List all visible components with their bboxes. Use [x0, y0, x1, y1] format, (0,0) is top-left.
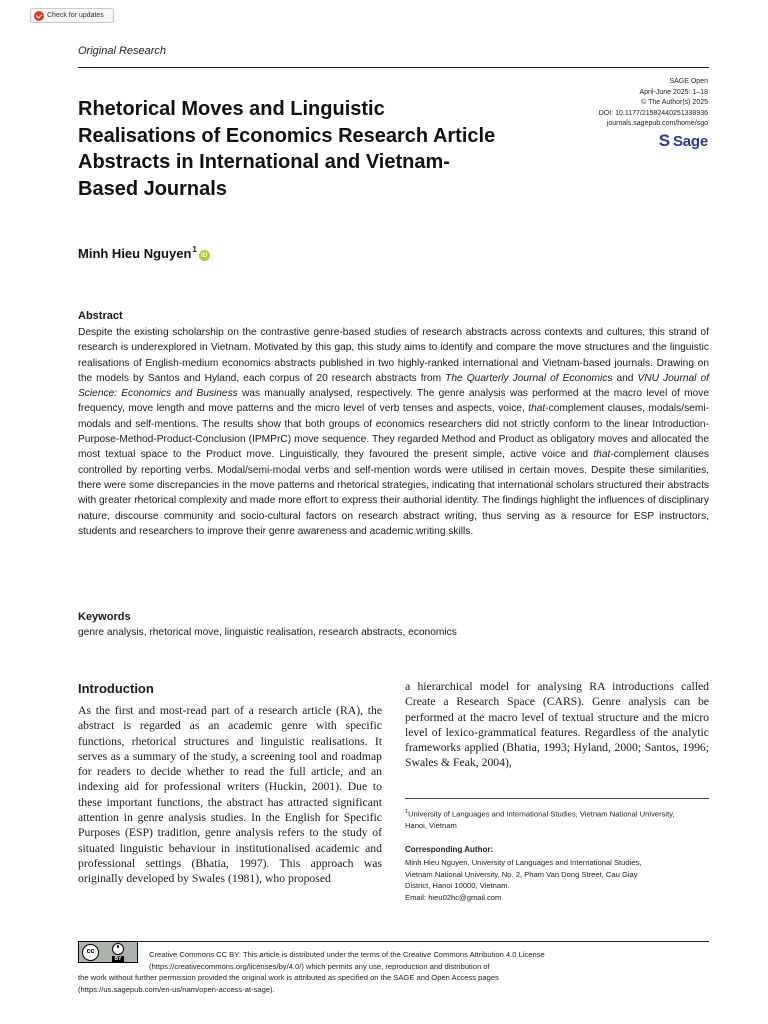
corresponding-author-details: Minh Hieu Nguyen, University of Languages and International Studies, Vietnam National University, No. 2, Pham Van Dong Street, Cau Giay District, Hanoi 10000, Vietnam. Email: hieu02hc@gmail.com: [405, 857, 705, 903]
journal-meta: [599, 77, 708, 130]
journal-name-italic: VNU Journal of Science: Economics and Business: [78, 372, 709, 400]
open-access-url[interactable]: (https://us.sagepub.com/en-us/nam/open-access-at-sage).: [78, 984, 275, 994]
by-label: BY: [112, 956, 125, 962]
person-icon: [112, 943, 124, 955]
keywords-text: genre analysis, rhetorical move, linguistic realisation, research abstracts, economics: [78, 627, 457, 638]
author-affiliation-marker: 1: [192, 245, 197, 254]
introduction-heading: Introduction: [78, 681, 154, 696]
journal-url[interactable]: journals.sagepub.com/home/sgo: [606, 120, 708, 127]
sage-logo-text: Sage: [672, 133, 708, 150]
abstract-text: Despite the existing scholarship on the contrastive genre-based studies of research abstracts across contexts and cultures, this strand of research is underexplored in Vietnam. Motivated by this gap, this study aims to identify and compare the move structures and the linguistic realisations of English-medium economics abstracts published in two highly-ranked international and Vietnam-based journals. Drawing on the models by Santos and Hyland, each corpus of 20 research abstracts from The Quarterly Journal of Economics and VNU Journal of Science: Economics and Business was manually analysed, respectively. The genre analysis was performed at the macro level of move frequency, move length and move patterns and the micro level of verb tenses and aspects, voice, that-complement clauses, modals/semi-modals and self-mentions. The results show that both groups of economics researchers did not strictly conform to the linear Introduction-Purpose-Method-Product-Conclusion (IPMPrC) move sequence. They regarded Method and Product as obligatory moves and allocated the most textual space to the Product move. Linguistically, they favoured the present simple, active voice and that-complement clauses controlled by reporting verbs. Modal/semi-modal verbs and self-mention words were utilised in certain moves. Despite these similarities, there were some discrepancies in the move patterns and rhetorical strategies, indicating that international scholars structured their abstracts with greater rhetorical complexity and made more effort to express their authorial identity. The findings highlight the influences of disciplinary nature, discourse community and socio-cultural factors on research abstract writing, thus serving as a resource for ESP instructors, students and researchers to improve their genre awareness and academic writing skills.: [78, 327, 710, 537]
journal-issue: April-June 2025: 1–18: [639, 88, 708, 96]
check-for-updates-badge[interactable]: [30, 8, 114, 23]
copyright: © The Author(s) 2025: [641, 99, 708, 106]
author-line: [78, 246, 210, 261]
introduction-right-column: a hierarchical model for analysing RA introductions called Create a Research Space (CARS). Genre analysis can be performed at the macro level of textual structure and the micro level of lexico-grammatical features. Regardless of the analytic frameworks applied (Bhatia, 1993; Hyland, 2000; Santos, 1996; Swales & Feak, 2004),: [405, 680, 709, 770]
article-type: Original Research: [78, 45, 167, 57]
check-updates-icon: [34, 11, 44, 21]
license-url[interactable]: (https://creativecommons.org/licenses/by/4.0/) which permits any use, reproduction and distribution of: [149, 961, 490, 971]
keywords-heading: Keywords: [78, 611, 131, 623]
check-updates-label: Check for updates: [47, 12, 104, 19]
doi[interactable]: DOI: 10.1177/21582440251338936: [598, 109, 708, 117]
creative-commons-icon: cc: [82, 944, 99, 961]
corresponding-email[interactable]: Email: hieu02hc@gmail.com: [405, 892, 502, 902]
attribution-icon: [103, 942, 133, 962]
journal-name-italic: The Quarterly Journal of Economics: [445, 372, 613, 384]
license-text-line1: Creative Commons CC BY: This article is distributed under the terms of the Creative Commons Attribution 4.0 License (https://creativecommons.org/licenses/by/4.0/) which permits any use, reproduction and distribution of: [149, 949, 709, 972]
footnote-divider: [405, 798, 709, 799]
sage-logo: [659, 131, 708, 151]
sage-s-icon: S: [658, 131, 670, 150]
cc-by-license-badge[interactable]: [78, 941, 138, 963]
journal-name: SAGE Open: [669, 78, 708, 85]
author-name: Minh Hieu Nguyen: [78, 246, 192, 261]
article-title: Rhetorical Moves and Linguistic Realisations of Economics Research Article Abstracts in International and Vietnam-Based Journals: [78, 98, 496, 200]
orcid-icon[interactable]: iD: [199, 250, 210, 261]
introduction-left-column: As the first and most-read part of a research article (RA), the abstract is regarded as an academic genre with specific functions, rhetorical structures and linguistic realisations. It serves as a summary of the study, a screening tool and roadmap for readers to decide whether to read the full article, and an indexing aid for professional writers (Huckin, 2001). Due to these important functions, the abstract has attracted significant attention in genre analysis studies. In the English for Specific Purposes (ESP) tradition, genre analysis refers to the study of situated linguistic behaviour in institutionalised academic and professional settings (Bhatia, 1997). This approach was originally developed by Swales (1981), who proposed: [78, 704, 382, 886]
license-text-rest: the work without further permission provided the original work is attributed as specified on the SAGE and Open Access pages (https://us.sagepub.com/en-us/nam/open-access-at-sage).: [78, 972, 709, 995]
abstract-heading: Abstract: [78, 310, 123, 322]
corresponding-author-heading: Corresponding Author:: [405, 845, 494, 854]
header-divider: [78, 67, 709, 68]
footer-divider: [78, 941, 709, 942]
affiliation-footnote: $^1$University of Languages and International Studies, Vietnam National University, Hanoi, Vietnam: [405, 809, 675, 831]
